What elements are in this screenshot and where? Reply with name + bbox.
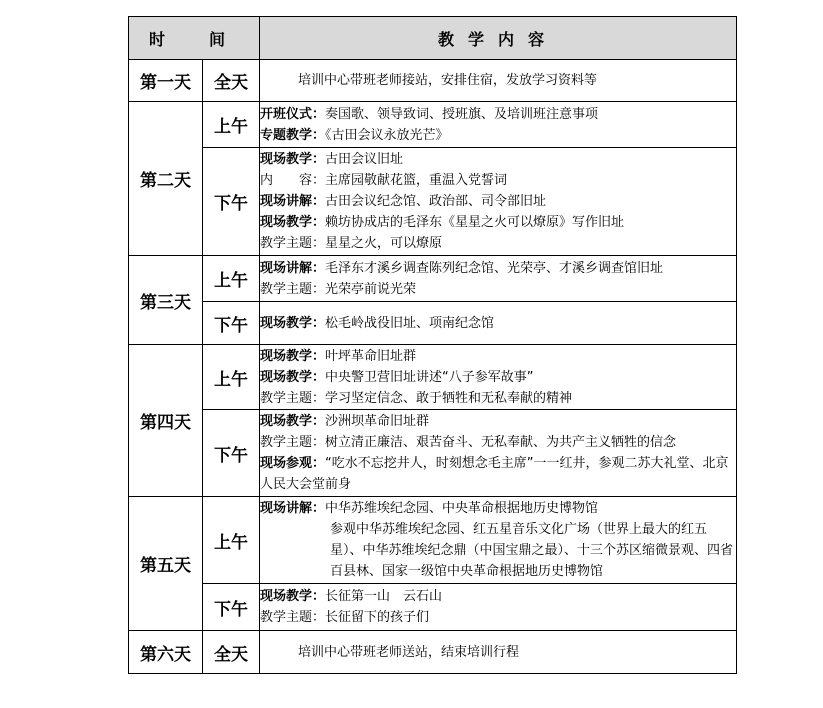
- content-label: 现场教学：: [260, 152, 326, 167]
- content-text: 毛泽东才溪乡调查陈列纪念馆、光荣亭、才溪乡调查馆旧址: [325, 260, 664, 276]
- content-line: [260, 191, 736, 212]
- content-cell: [260, 60, 737, 102]
- table-row: [129, 60, 737, 102]
- table-row: [129, 345, 737, 410]
- table-row: [129, 631, 737, 674]
- content-text: 古田会议旧址: [325, 152, 404, 167]
- period-label: 上午: [203, 497, 260, 584]
- content-text: 古田会议纪念馆、政治部、司令部旧址: [325, 194, 547, 209]
- content-cell: [260, 256, 737, 302]
- content-label: 现场讲解：: [260, 501, 326, 516]
- content-text: 奏国歌、领导致词、授班旗、及培训班注意事项: [325, 106, 599, 122]
- content-line: [260, 367, 736, 388]
- table-row: [129, 148, 737, 256]
- period-label: 全天: [203, 60, 260, 102]
- content-cell: [260, 148, 737, 256]
- period-label: 上午: [203, 256, 260, 302]
- day-label: 第六天: [129, 631, 203, 674]
- content-label: 现场教学：: [260, 315, 326, 331]
- table-row: [129, 102, 737, 148]
- content-cell: [260, 631, 737, 674]
- content-line: [260, 149, 736, 170]
- day-label: 第四天: [129, 345, 203, 497]
- content-line: 教学主题：学习坚定信念、敢于牺牲和无私奉献的精神: [260, 390, 573, 406]
- content-text: 中央警卫营旧址讲述“八子参军故事”: [325, 369, 534, 385]
- content-cell: [260, 102, 737, 148]
- content-text: 《古田会议永放光芒》: [325, 127, 449, 143]
- content-text: 中华苏维埃纪念园、中央革命根据地历史博物馆: [325, 501, 599, 516]
- content-label: 现场教学：: [260, 215, 326, 230]
- table-row: [129, 256, 737, 302]
- content-line: 教学主题：树立清正廉洁、艰苦奋斗、无私奉献、为共产主义牺牲的信念: [260, 435, 677, 450]
- period-label: 下午: [203, 302, 260, 345]
- content-label: 开班仪式：: [260, 106, 326, 122]
- content-text: “吃水不忘挖井人，时刻想念毛主席”一一红井，参观二苏大礼堂、北京人民大会堂前身: [260, 456, 729, 492]
- table-row: [129, 410, 737, 497]
- content-label: 现场讲解：: [260, 194, 326, 209]
- table-row: [129, 497, 737, 584]
- day-label: 第二天: [129, 102, 203, 256]
- content-cell: [260, 497, 737, 584]
- content-line: 培训中心带班老师接站，安排住宿，发放学习资料等: [298, 73, 598, 88]
- content-line: [260, 313, 736, 334]
- content-line: 培训中心带班老师送站，结束培训行程: [298, 644, 520, 660]
- content-cell: [260, 410, 737, 497]
- period-label: 全天: [203, 631, 260, 674]
- period-label: 下午: [203, 148, 260, 256]
- content-line: [260, 411, 736, 432]
- content-text: 松毛岭战役旧址、项南纪念馆: [325, 315, 495, 331]
- content-line: [260, 586, 736, 607]
- period-label: 上午: [203, 345, 260, 410]
- header-content: 教学内容: [260, 17, 737, 60]
- content-line: [260, 212, 736, 233]
- content-label: 现场教学：: [260, 414, 326, 429]
- content-text: 沙洲坝革命旧址群: [325, 414, 430, 429]
- content-text: 叶坪革命旧址群: [325, 348, 417, 364]
- content-label: 现场教学：: [260, 589, 326, 604]
- content-line: [260, 104, 736, 125]
- content-text: 赖坊协成店的毛泽东《星星之火可以燎原》写作旧址: [325, 215, 625, 230]
- content-label: 现场教学：: [260, 369, 326, 385]
- header-time: 时 间: [129, 17, 260, 60]
- content-line: 参观中华苏维埃纪念园、红五星音乐文化广场（世界上最大的红五星）、中华苏维埃纪念鼎（中国宝鼎之最）、十三个苏区缩微景观、四省百县林、国家一级馆中央革命根据地历史博物馆: [330, 522, 734, 579]
- content-line: [260, 498, 736, 519]
- content-cell: [260, 302, 737, 345]
- content-line: 内 容：主席园敬献花篮，重温入党誓词: [260, 173, 508, 188]
- content-line: [260, 453, 736, 495]
- content-line: [260, 346, 736, 367]
- content-line: [260, 258, 736, 279]
- table-row: [129, 302, 737, 345]
- training-schedule-table: [128, 16, 737, 674]
- table-header-row: [129, 17, 737, 60]
- period-label: 下午: [203, 410, 260, 497]
- content-label: 专题教学：: [260, 127, 326, 143]
- content-label: 现场讲解：: [260, 260, 326, 276]
- content-label: 现场教学：: [260, 348, 326, 364]
- content-line: 教学主题：星星之火，可以燎原: [260, 236, 443, 251]
- period-label: 下午: [203, 584, 260, 631]
- content-cell: [260, 584, 737, 631]
- day-label: 第五天: [129, 497, 203, 631]
- content-line: 教学主题：长征留下的孩子们: [260, 610, 430, 625]
- content-label: 现场参观：: [260, 456, 326, 471]
- period-label: 上午: [203, 102, 260, 148]
- table-row: [129, 584, 737, 631]
- day-label: 第三天: [129, 256, 203, 345]
- content-line: 教学主题：光荣亭前说光荣: [260, 281, 417, 297]
- content-cell: [260, 345, 737, 410]
- content-line: [260, 125, 736, 146]
- day-label: 第一天: [129, 60, 203, 102]
- content-text: 长征第一山 云石山: [325, 589, 443, 604]
